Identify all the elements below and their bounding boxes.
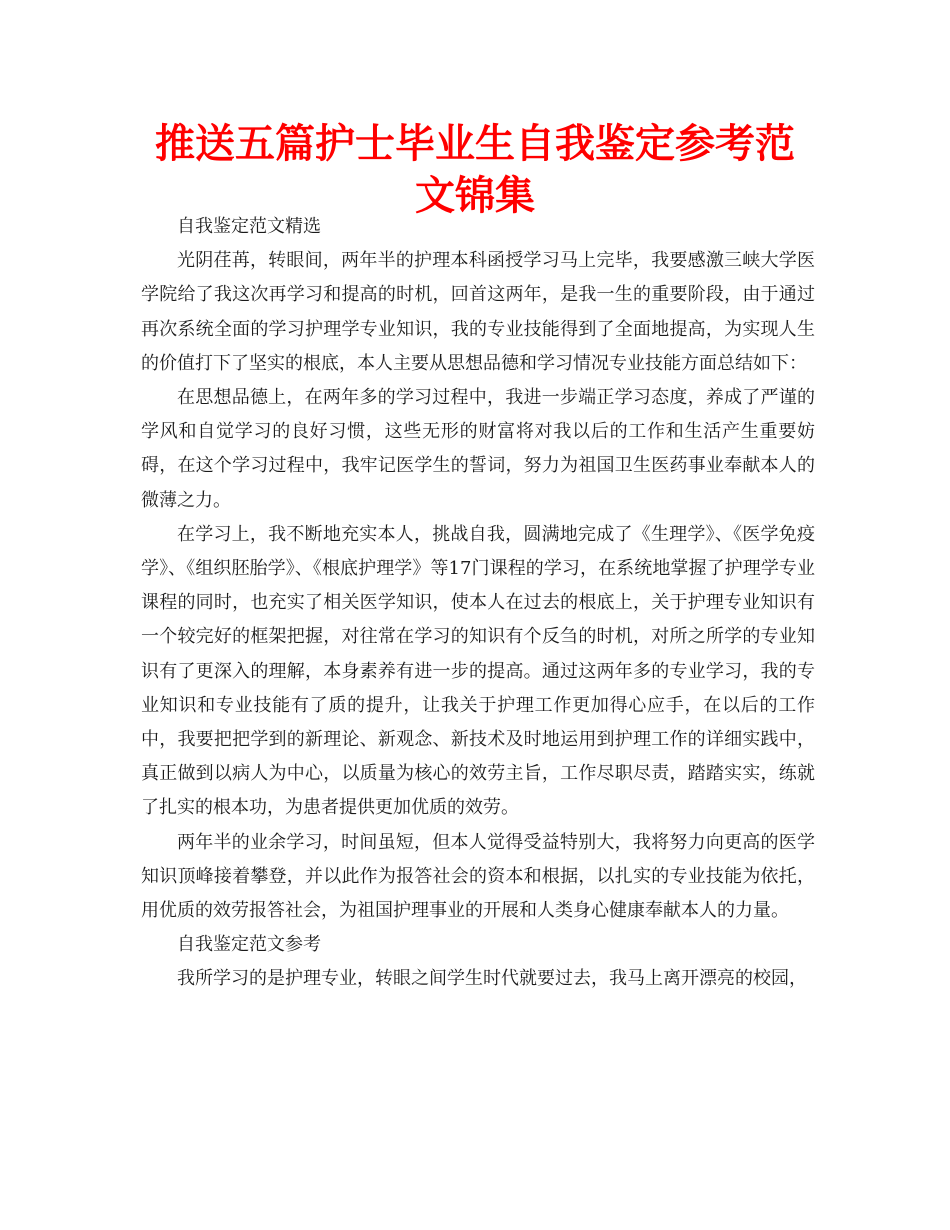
paragraph-moral: 在思想品德上，在两年多的学习过程中，我进一步端正学习态度，养成了严谨的学风和自觉学习的良好习惯，这些无形的财富将对我以后的工作和生活产生重要妨碍，在这个学习过程中，我牢记医学生的誓词，努力为祖国卫生医药事业奉献本人的微薄之力。	[141, 387, 815, 511]
section-heading-selection: 自我鉴定范文精选	[177, 216, 321, 237]
paragraph-reference-start: 我所学习的是护理专业，转眼之间学生时代就要过去，我马上离开漂亮的校园，	[177, 968, 807, 990]
paragraph-intro: 光阴荏苒，转眼间，两年半的护理本科函授学习马上完毕，我要感激三峡大学医学院给了我这次再学习和提高的时机，回首这两年，是我一生的重要阶段，由于通过再次系统全面的学习护理学专业知识，我的专业技能得到了全面地提高，为实现人生的价值打下了坚实的根底，本人主要从思想品德和学习情况专业技能方面总结如下：	[141, 250, 815, 374]
document-body	[141, 210, 815, 997]
paragraph-conclusion: 两年半的业余学习，时间虽短，但本人觉得受益特别大，我将努力向更高的医学知识顶峰接着攀登，并以此作为报答社会的资本和根据，以扎实的专业技能为依托，用优质的效劳报答社会，为祖国护理事业的开展和人类身心健康奉献本人的力量。	[141, 831, 815, 922]
document-title: 推送五篇护士毕业生自我鉴定参考范文锦集	[155, 121, 795, 219]
section-heading-reference: 自我鉴定范文参考	[177, 934, 321, 956]
paragraph-study: 在学习上，我不断地充实本人，挑战自我，圆满地完成了《生理学》、《医学免疫学》、《组织胚胎学》、《根底护理学》等17门课程的学习，在系统地掌握了护理学专业课程的同时，也充实了相关医学知识，使本人在过去的根底上，关于护理专业知识有一个较完好的框架把握，对往常在学习的知识有个反刍的时机，对所之所学的专业知识有了更深入的理解，本身素养有进一步的提高。通过这两年多的专业学习，我的专业知识和专业技能有了质的提升，让我关于护理工作更加得心应手，在以后的工作中，我要把把学到的新理论、新观念、新技术及时地运用到护理工作的详细实践中，真正做到以病人为中心，以质量为核心的效劳主旨，工作尽职尽责，踏踏实实，练就了扎实的根本功，为患者提供更加优质的效劳。	[141, 523, 815, 819]
